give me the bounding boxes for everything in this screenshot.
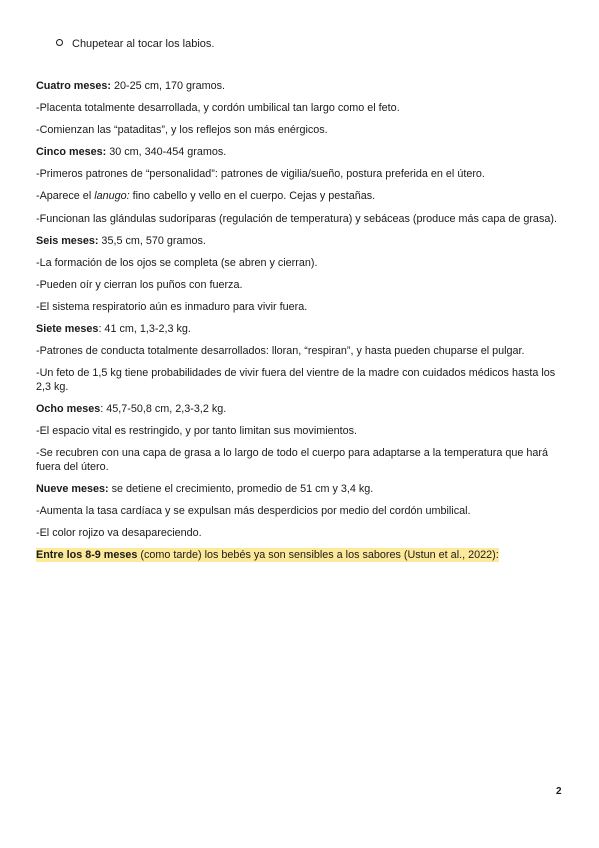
section-heading-paragraph [36, 80, 566, 94]
paragraph-text: -La formación de los ojos se completa (se abren y cierran). [36, 256, 318, 269]
paragraph-text: -Patrones de conducta totalmente desarrollados: lloran, “respiran”, y hasta pueden chuparse el pulgar. [36, 345, 525, 358]
section-heading-paragraph [36, 235, 566, 249]
section-label: Seis meses: [36, 234, 99, 247]
paragraph-text: -El color rojizo va desapareciendo. [36, 526, 202, 539]
paragraph-text: 20-25 cm, 170 gramos. [111, 80, 226, 92]
body-paragraph [36, 425, 566, 439]
paragraph-text: -El espacio vital es restringido, y por tanto limitan sus movimientos. [36, 424, 358, 437]
bullet-item [56, 37, 214, 51]
section-label: Cinco meses: [36, 146, 107, 159]
body-paragraph [36, 527, 566, 541]
body-paragraph [36, 213, 566, 227]
italic-term: lanugo: [94, 190, 130, 203]
section-heading-paragraph [36, 323, 566, 337]
body-paragraph [36, 505, 566, 519]
body-paragraph [36, 168, 566, 182]
section-label: Nueve meses: [36, 482, 109, 495]
paragraph-text: 30 cm, 340-454 gramos. [106, 146, 227, 159]
paragraph-text: -Pueden oír y cierran los puños con fuerza. [36, 278, 243, 291]
section-label: Entre los 8-9 meses [36, 548, 138, 561]
document-body [36, 80, 566, 571]
paragraph-text: -Funcionan las glándulas sudoríparas (regulación de temperatura) y sebáceas (produce más capa de grasa). [36, 212, 557, 225]
page-number: 2 [556, 786, 562, 797]
section-heading-paragraph [36, 483, 566, 497]
body-paragraph [36, 447, 566, 474]
paragraph-text: -Comienzan las “pataditas”, y los reflejos son más enérgicos. [36, 124, 328, 137]
paragraph-text: fino cabello y vello en el cuerpo. Cejas y pestañas. [129, 190, 376, 203]
paragraph-text: se detiene el crecimiento, promedio de 51 cm y 3,4 kg. [108, 482, 374, 495]
section-heading-paragraph [36, 146, 566, 160]
paragraph-text: : 45,7-50,8 cm, 2,3-3,2 kg. [100, 402, 227, 415]
paragraph-text: : 41 cm, 1,3-2,3 kg. [98, 323, 191, 336]
paragraph-text: -Placenta totalmente desarrollada, y cordón umbilical tan largo como el feto. [36, 102, 400, 115]
paragraph-text: -Un feto de 1,5 kg tiene probabilidades de vivir fuera del vientre de la madre con cuidados médicos hasta los 2,3 kg. [36, 367, 556, 393]
paragraph-text: -Aumenta la tasa cardíaca y se expulsan más desperdicios por medio del cordón umbilical. [36, 504, 471, 517]
hollow-circle-bullet-icon [56, 39, 63, 46]
paragraph-text: -Primeros patrones de “personalidad”: patrones de vigilia/sueño, postura preferida en el útero. [36, 168, 485, 181]
highlighted-text [36, 548, 499, 562]
paragraph-text: -El sistema respiratorio aún es inmaduro para vivir fuera. [36, 300, 308, 313]
section-heading-paragraph [36, 403, 566, 417]
paragraph-text: (como tarde) los bebés ya son sensibles a los sabores (Ustun et al., 2022): [137, 548, 499, 561]
paragraph-text: -Aparece el [36, 190, 95, 203]
bullet-text: Chupetear al tocar los labios. [72, 38, 215, 50]
section-heading-paragraph [36, 549, 566, 563]
section-label: Cuatro meses: [36, 80, 112, 92]
body-paragraph [36, 367, 566, 394]
body-paragraph [36, 124, 566, 138]
paragraph-text: 35,5 cm, 570 gramos. [98, 234, 206, 247]
body-paragraph [36, 257, 566, 271]
body-paragraph [36, 279, 566, 293]
section-label: Siete meses [36, 323, 99, 336]
body-paragraph [36, 345, 566, 359]
paragraph-text: -Se recubren con una capa de grasa a lo largo de todo el cuerpo para adaptarse a la temperatura que hará fuera del útero. [36, 447, 548, 473]
body-paragraph [36, 102, 566, 116]
body-paragraph [36, 190, 566, 204]
section-label: Ocho meses [36, 402, 101, 415]
body-paragraph [36, 301, 566, 315]
